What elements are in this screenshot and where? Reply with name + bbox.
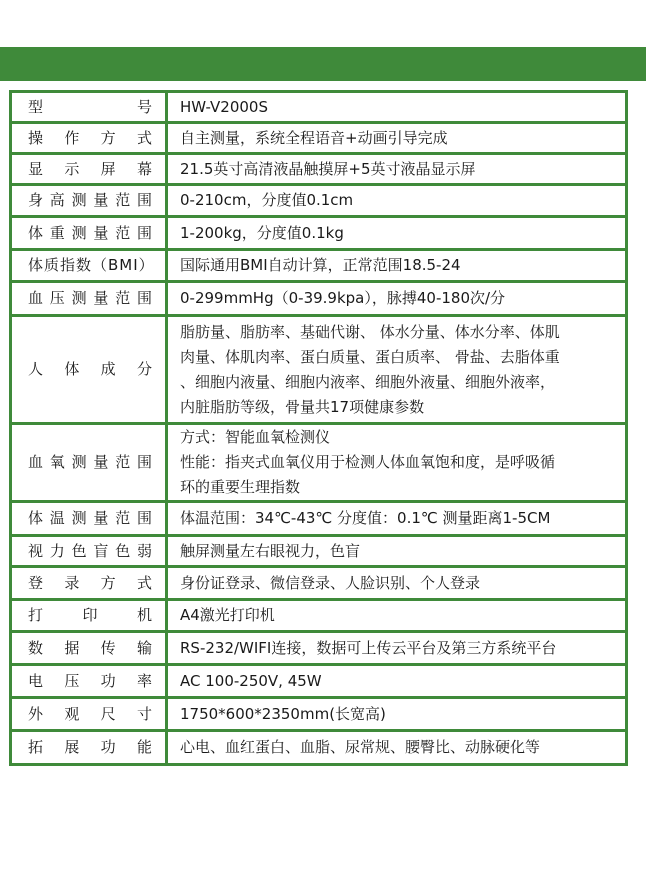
- spec-label-char: 身: [28, 191, 45, 209]
- spec-label-char: 范: [115, 453, 132, 471]
- spec-label-char: 方: [100, 573, 117, 592]
- spec-value-cell: [167, 250, 627, 282]
- spec-value-line: 1750*600*2350mm(长宽高): [180, 704, 386, 723]
- spec-value-line: 方式：智能血氧检测仪: [180, 428, 331, 446]
- spec-label-char: 屏: [100, 159, 117, 178]
- spec-label-char: 量: [93, 509, 110, 527]
- spec-label-char: 氧: [49, 453, 66, 471]
- spec-label-char: 分: [136, 360, 153, 378]
- spec-label-char: 测: [71, 453, 88, 471]
- spec-value-line: AC 100-250V, 45W: [180, 671, 322, 690]
- spec-value-line: A4激光打印机: [180, 606, 275, 624]
- spec-value-cell: [167, 185, 627, 217]
- spec-label-char: 式: [136, 128, 153, 147]
- spec-label-cell: [11, 217, 167, 250]
- spec-value-cell: [167, 567, 627, 600]
- spec-label: [28, 636, 153, 661]
- spec-label-cell: [11, 123, 167, 154]
- spec-label-cell: [11, 154, 167, 185]
- spec-label-char: 功: [100, 738, 117, 756]
- spec-value-cell: [167, 316, 627, 424]
- spec-value-line: 国际通用BMI自动计算，正常范围18.5-24: [180, 256, 461, 274]
- spec-label-char: 压: [49, 289, 66, 307]
- spec-value-cell: [167, 217, 627, 250]
- spec-label-cell: [11, 600, 167, 632]
- table-row: [11, 698, 627, 731]
- spec-label-cell: [11, 698, 167, 731]
- spec-label-cell: [11, 665, 167, 698]
- spec-label-char: 测: [71, 223, 88, 242]
- spec-label-char: 打: [28, 606, 45, 624]
- spec-label-char: 寸: [136, 704, 153, 723]
- spec-label-char: 体: [64, 360, 81, 378]
- spec-label: [28, 95, 153, 120]
- spec-label-char: 压: [64, 671, 81, 690]
- spec-label-char: 体: [28, 223, 45, 242]
- spec-value-line: 环的重要生理指数: [180, 478, 301, 496]
- spec-label-cell: [11, 185, 167, 217]
- spec-label-char: 功: [100, 671, 117, 690]
- spec-label-char: 量: [93, 191, 110, 209]
- spec-label-char: 力: [49, 541, 66, 560]
- spec-label: [28, 286, 153, 311]
- spec-label-cell: [11, 250, 167, 282]
- spec-value-cell: [167, 632, 627, 665]
- table-row: [11, 600, 627, 632]
- spec-label-char: 血: [28, 453, 45, 471]
- spec-value-line: 1-200kg，分度值0.1kg: [180, 223, 344, 242]
- spec-value-line: HW-V2000S: [180, 97, 268, 116]
- spec-label-char: 盲: [93, 541, 110, 560]
- spec-value-line: 身份证登录、微信登录、人脸识别、个人登录: [180, 573, 481, 592]
- spec-value-line: 自主测量，系统全程语音+动画引导完成: [180, 128, 448, 147]
- table-row: [11, 632, 627, 665]
- spec-label-text: 体质指数（BMI）: [28, 256, 155, 274]
- table-row: [11, 123, 627, 154]
- spec-label-cell: [11, 92, 167, 123]
- spec-value-line: 0-299mmHg（0-39.9kpa），脉搏40-180次/分: [180, 289, 506, 307]
- table-row: [11, 731, 627, 765]
- spec-label-char: 成: [100, 360, 117, 378]
- spec-label-char: 作: [64, 128, 81, 147]
- spec-label: [28, 126, 153, 151]
- spec-label-char: 显: [28, 159, 45, 178]
- spec-label-cell: [11, 502, 167, 536]
- table-row: [11, 185, 627, 217]
- spec-label-char: 电: [28, 671, 45, 690]
- spec-label-cell: [11, 282, 167, 316]
- table-row: [11, 536, 627, 567]
- spec-label-char: 尺: [100, 704, 117, 723]
- spec-label-char: 血: [28, 289, 45, 307]
- spec-label: [28, 603, 153, 628]
- spec-value-cell: [167, 665, 627, 698]
- spec-label-char: 能: [136, 738, 153, 756]
- spec-value-cell: [167, 600, 627, 632]
- spec-label-char: 号: [136, 97, 153, 116]
- spec-value-cell: [167, 92, 627, 123]
- spec-value-cell: [167, 154, 627, 185]
- spec-label-char: 型: [28, 97, 45, 116]
- spec-label-char: 范: [115, 191, 132, 209]
- spec-label-cell: [11, 424, 167, 502]
- spec-value-cell: [167, 502, 627, 536]
- spec-label-char: 视: [28, 541, 45, 560]
- spec-label-cell: [11, 567, 167, 600]
- table-row: [11, 154, 627, 185]
- spec-label-char: 率: [136, 671, 153, 690]
- spec-value-cell: [167, 536, 627, 567]
- table-row: [11, 502, 627, 536]
- table-row: [11, 282, 627, 316]
- spec-label: [28, 357, 153, 382]
- spec-label: [28, 221, 153, 246]
- header-bar: [0, 47, 646, 81]
- spec-label-char: 范: [115, 289, 132, 307]
- spec-label-char: 观: [64, 704, 81, 723]
- spec-label-char: 量: [93, 289, 110, 307]
- spec-label-char: 高: [49, 191, 66, 209]
- spec-label-char: 人: [28, 360, 45, 378]
- spec-label-cell: [11, 632, 167, 665]
- spec-value-cell: [167, 282, 627, 316]
- spec-label-char: 围: [136, 191, 153, 209]
- spec-label: [28, 735, 153, 760]
- spec-label-char: 围: [136, 453, 153, 471]
- spec-value-line: 肉量、体肌肉率、蛋白质量、蛋白质率、 骨盐、去脂体重: [180, 347, 560, 366]
- spec-label-char: 量: [93, 223, 110, 242]
- table-row: [11, 316, 627, 424]
- spec-label-char: 色: [115, 541, 132, 560]
- table-row: [11, 250, 627, 282]
- spec-label-char: 范: [115, 223, 132, 242]
- spec-label-char: 数: [28, 638, 45, 657]
- spec-table-body: [11, 92, 627, 765]
- spec-label-char: 外: [28, 704, 45, 723]
- spec-label-char: 幕: [136, 159, 153, 178]
- table-row: [11, 92, 627, 123]
- spec-value-line: 触屏测量左右眼视力，色盲: [180, 541, 361, 560]
- spec-label-char: 式: [136, 573, 153, 592]
- spec-label-char: 登: [28, 573, 45, 592]
- spec-label-char: 操: [28, 128, 45, 147]
- spec-value-line: 21.5英寸高清液晶触摸屏+5英寸液晶显示屏: [180, 159, 476, 178]
- spec-label-char: 输: [136, 638, 153, 657]
- spec-value-line: 、细胞内液量、细胞内液率、细胞外液量、细胞外液率，: [180, 372, 556, 391]
- spec-value-line: 脂肪量、脂肪率、基础代谢、 体水分量、体水分率、体肌: [180, 322, 560, 341]
- spec-label-char: 机: [136, 606, 153, 624]
- spec-label-char: 录: [64, 573, 81, 592]
- spec-label: [28, 571, 153, 596]
- spec-label-char: 据: [64, 638, 81, 657]
- spec-label: [28, 157, 153, 182]
- spec-label: [28, 702, 153, 727]
- spec-label: [28, 669, 153, 694]
- spec-label-char: 方: [100, 128, 117, 147]
- spec-label-char: 传: [100, 638, 117, 657]
- table-row: [11, 424, 627, 502]
- spec-value-cell: [167, 698, 627, 731]
- spec-label-char: 测: [71, 509, 88, 527]
- spec-label-char: 体: [28, 509, 45, 527]
- table-row: [11, 665, 627, 698]
- spec-label-char: 范: [115, 509, 132, 527]
- spec-label: [28, 253, 153, 278]
- spec-label-char: 围: [136, 509, 153, 527]
- spec-label-char: 印: [82, 606, 99, 624]
- spec-label: [28, 188, 153, 213]
- spec-label-cell: [11, 536, 167, 567]
- spec-label: [28, 539, 153, 564]
- spec-value-line: 体温范围：34℃-43℃ 分度值：0.1℃ 测量距离1-5CM: [180, 509, 551, 527]
- table-row: [11, 217, 627, 250]
- spec-label-char: 重: [49, 223, 66, 242]
- spec-value-line: 内脏脂肪等级，骨量共17项健康参数: [180, 397, 425, 416]
- spec-label-char: 测: [71, 289, 88, 307]
- spec-label-char: 色: [71, 541, 88, 560]
- spec-label-char: 弱: [136, 541, 153, 560]
- spec-label-char: 展: [64, 738, 81, 756]
- spec-value-line: RS-232/WIFI连接，数据可上传云平台及第三方系统平台: [180, 638, 557, 657]
- spec-value-cell: [167, 123, 627, 154]
- spec-table: [9, 90, 628, 766]
- spec-value-line: 心电、血红蛋白、血脂、尿常规、腰臀比、动脉硬化等: [180, 738, 541, 756]
- spec-label-char: 围: [136, 289, 153, 307]
- spec-label: [28, 506, 153, 531]
- spec-label-char: 示: [64, 159, 81, 178]
- table-row: [11, 567, 627, 600]
- spec-value-cell: [167, 424, 627, 502]
- spec-label-char: 测: [71, 191, 88, 209]
- spec-label: [28, 450, 153, 475]
- spec-value-cell: [167, 731, 627, 765]
- spec-label-char: 拓: [28, 738, 45, 756]
- spec-label-cell: [11, 731, 167, 765]
- spec-label-cell: [11, 316, 167, 424]
- spec-value-line: 0-210cm，分度值0.1cm: [180, 191, 354, 209]
- spec-label-char: 围: [136, 223, 153, 242]
- spec-value-line: 性能：指夹式血氧仪用于检测人体血氧饱和度，是呼吸循: [180, 453, 556, 471]
- spec-label-char: 量: [93, 453, 110, 471]
- spec-label-char: 温: [49, 509, 66, 527]
